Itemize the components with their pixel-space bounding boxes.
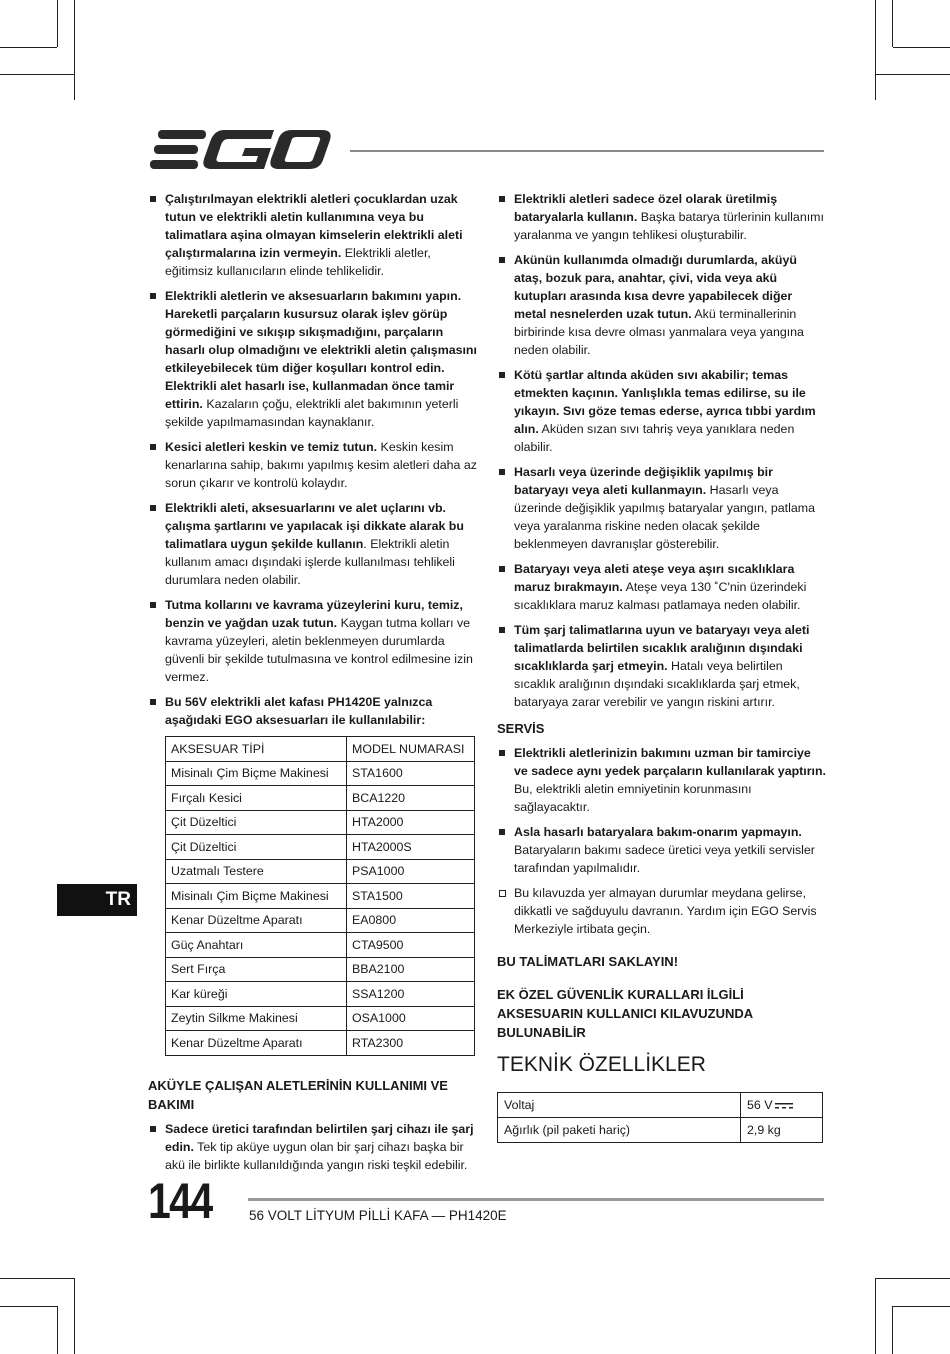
table-header-cell: MODEL NUMARASI [347, 737, 475, 762]
list-item [148, 596, 478, 686]
table-cell: BBA2100 [347, 957, 475, 982]
bullet-text: Keskin kesim kenarlarına sahip, bakımı yapılmış kesim aletleri daha az sorun çıkarır ve kontrolü kolaydır. [165, 440, 477, 490]
table-row [498, 1093, 823, 1118]
header-rule [350, 150, 824, 152]
right-column [497, 190, 827, 1143]
language-tab: TR [57, 884, 137, 916]
left-column [148, 190, 478, 1181]
table-cell: HTA2000S [347, 835, 475, 860]
right-bullet-list [497, 190, 827, 711]
list-item [497, 251, 827, 359]
table-cell: Güç Anahtarı [166, 933, 347, 958]
crop-mark [893, 47, 950, 48]
crop-mark [876, 74, 950, 75]
table-cell: EA0800 [347, 908, 475, 933]
table-header-row [166, 737, 475, 762]
table-row [166, 933, 475, 958]
table-cell: Misinalı Çim Biçme Makinesi [166, 761, 347, 786]
spec-value-cell [741, 1093, 823, 1118]
bullet-bold: Elektrikli aletlerin ve aksesuarların bakımını yapın. Hareketli parçaların kusursuz olarak işlev görüp görmediğini ve sıkışıp sıkışmadığını, parçaların hasarlı olup olmadığını ve elektrikli aletin çalışmasını etkileyebilecek tüm diğer koşulları kontrol edin. Elektrikli alet hasarlı ise, kullanmadan önce tamir ettirin. [165, 289, 477, 411]
spec-label: Ağırlık (pil paketi hariç) [498, 1118, 741, 1143]
table-cell: Zeytin Silkme Makinesi [166, 1006, 347, 1031]
list-item [148, 438, 478, 492]
bullet-text: Başka batarya türlerinin kullanımı yaralanma ve yangın tehlikesi oluşturabilir. [514, 210, 824, 242]
spec-label: Voltaj [498, 1093, 741, 1118]
bullet-bold: Asla hasarlı bataryalara bakım-onarım yapmayın. [514, 825, 802, 839]
crop-mark [0, 1278, 74, 1279]
bullet-text: Akü terminallerinin birbirinde kısa devre olması yanmalara veya yangına neden olabilir. [514, 307, 804, 357]
table-row [166, 982, 475, 1007]
bullet-text: Ateşe veya 130 ˚C'nin üzerindeki sıcaklıklara maruz kalması patlamaya neden olabilir. [514, 580, 807, 612]
bullet-bold: Hasarlı veya üzerinde değişiklik yapılmış bir bataryayı veya aleti kullanmayın. [514, 465, 773, 497]
crop-mark [893, 1306, 950, 1307]
footer-rule [248, 1198, 824, 1201]
crop-mark [875, 0, 876, 100]
table-cell: Uzatmalı Testere [166, 859, 347, 884]
bullet-text: Kazaların çoğu, elektrikli alet bakımının yeterli şekilde yapılmamasından kaynaklanır. [165, 397, 459, 429]
list-item [148, 693, 478, 729]
list-item [497, 560, 827, 614]
crop-mark [0, 1306, 57, 1307]
accessory-table [165, 736, 475, 1056]
spec-value: 2,9 kg [741, 1118, 823, 1143]
list-item [497, 823, 827, 877]
table-cell: Fırçalı Kesici [166, 786, 347, 811]
crop-mark [74, 1278, 75, 1354]
bullet-bold: Elektrikli aletleri sadece özel olarak üretilmiş bataryalarla kullanın. [514, 192, 778, 224]
crop-mark [892, 1306, 893, 1354]
bullet-text: Elektrikli aletler, eğitimsiz kullanıcıların elinde tehlikelidir. [165, 246, 431, 278]
list-item [148, 499, 478, 589]
crop-mark [892, 0, 893, 47]
bullet-bold: Kötü şartlar altında aküden sıvı akabilir; temas etmekten kaçının. Yanlışlıkla temas edilirse, su ile yıkayın. Sıvı göze temas ederse, ayrıca tıbbi yardım alın. [514, 368, 816, 436]
bullet-text: Bu, elektrikli aletin emniyetinin korunmasını sağlayacaktır. [514, 782, 752, 814]
bullet-bold: Elektrikli aletlerinizin bakımını uzman bir tamirciye ve sadece aynı yedek parçaların kullanılarak yaptırın. [514, 746, 826, 778]
bullet-bold: Sadece üretici tarafından belirtilen şarj cihazı ile şarj edin. [165, 1121, 474, 1154]
bullet-bold: Kesici aletleri keskin ve temiz tutun. [165, 440, 378, 454]
table-cell: Kar küreği [166, 982, 347, 1007]
crop-mark [875, 1278, 876, 1354]
bullet-bold: Bu 56V elektrikli alet kafası PH1420E yalnızca aşağıdaki EGO aksesuarları ile kullanılabilir: [165, 695, 433, 727]
list-item [148, 1120, 478, 1174]
bullet-bold: Elektrikli aleti, aksesuarlarını ve alet uçlarını vb. çalışma şartlarını ve yapılacak işi dikkate alarak bu talimatlara uygun şekilde kullanın [165, 501, 464, 551]
service-heading: SERVİS [497, 721, 545, 736]
list-item [497, 884, 827, 938]
bullet-text: Bu kılavuzda yer almayan durumlar meydana gelirse, dikkatli ve sağduyulu davranın. Yardım için EGO Servis Merkeziyle irtibata geçin. [514, 886, 817, 936]
table-row [166, 835, 475, 860]
crop-mark [0, 74, 74, 75]
table-row [166, 859, 475, 884]
bullet-bold: Tutma kollarını ve kavrama yüzeylerini kuru, temiz, benzin ve yağdan uzak tutun. [165, 598, 463, 630]
table-cell: SSA1200 [347, 982, 475, 1007]
bullet-text: Kaygan tutma kolları ve kavrama yüzeyleri, aletin beklenmeyen durumlarda güvenli bir şekilde tutulmasına ve kontrol edilmesine izin vermez. [165, 616, 473, 684]
crop-mark [74, 0, 75, 100]
table-row [166, 1031, 475, 1056]
list-item [497, 190, 827, 244]
bullet-text: . Elektrikli aletin kullanım amacı dışındaki işlerde kullanılması tehlikeli durumlara neden olabilir. [165, 537, 455, 587]
bullet-text: Tek tip aküye uygun olan bir şarj cihazı başka bir akü ile birlikte kullanıldığında yangın riski teşkil edebilir. [165, 1139, 468, 1172]
table-cell: Misinalı Çim Biçme Makinesi [166, 884, 347, 909]
list-item [497, 744, 827, 816]
table-cell: OSA1000 [347, 1006, 475, 1031]
crop-mark [876, 1278, 950, 1279]
left-bullet-list [148, 190, 478, 729]
page-number: 144 [148, 1173, 212, 1229]
bullet-bold: Tüm şarj talimatlarına uyun ve bataryayı veya aleti talimatlarda belirtilen sıcaklık aralığının dışındaki sıcaklıklarda şarj etmeyin. [514, 623, 810, 673]
battery-bullet-list [148, 1120, 478, 1174]
spec-value: 56 V [747, 1098, 773, 1112]
table-cell: Kenar Düzeltme Aparatı [166, 1031, 347, 1056]
tech-specs-heading: TEKNİK ÖZELLİKLER [497, 1053, 706, 1076]
battery-section-heading: AKÜYLE ÇALIŞAN ALETLERİNİN KULLANIMI VE BAKIMI [148, 1077, 448, 1112]
footer-text: 56 VOLT LİTYUM PİLLİ KAFA — PH1420E [249, 1208, 507, 1223]
table-cell: RTA2300 [347, 1031, 475, 1056]
bullet-bold: Bataryayı veya aleti ateşe veya aşırı sıcaklıklara maruz bırakmayın. [514, 562, 795, 594]
extra-rules-heading: EK ÖZEL GÜVENLİK KURALLARI İLGİLİ AKSESUARIN KULLANICI KILAVUZUNDA BULUNABİLİR [497, 987, 753, 1040]
table-header-cell: AKSESUAR TİPİ [166, 737, 347, 762]
bullet-text: Hasarlı veya üzerinde değişiklik yapılmış bataryalar yangın, patlama veya yaralanma riskine neden olacak şekilde beklenmeyen davranışlar gösterebilir. [514, 483, 815, 551]
crop-mark [57, 1306, 58, 1354]
bullet-text: Hatalı veya belirtilen sıcaklık aralığının dışındaki sıcaklıklarda şarj etmek, bataryaya zarar verebilir ve yangın riskini artırır. [514, 659, 800, 709]
crop-mark [57, 0, 58, 47]
table-cell: HTA2000 [347, 810, 475, 835]
crop-mark [0, 47, 57, 48]
list-item [497, 463, 827, 553]
list-item [148, 190, 478, 280]
table-row [498, 1118, 823, 1143]
spec-table [497, 1092, 823, 1143]
bullet-text: Aküden sızan sıvı tahriş veya yanıklara neden olabilir. [514, 422, 795, 454]
table-cell: STA1500 [347, 884, 475, 909]
table-cell: Kenar Düzeltme Aparatı [166, 908, 347, 933]
table-cell: PSA1000 [347, 859, 475, 884]
list-item [497, 621, 827, 711]
list-item [497, 366, 827, 456]
bullet-text: Bataryaların bakımı sadece üretici veya yetkili servisler tarafından yapılmalıdır. [514, 843, 815, 875]
table-cell: BCA1220 [347, 786, 475, 811]
table-row [166, 810, 475, 835]
list-item [148, 287, 478, 431]
table-row [166, 1006, 475, 1031]
dc-symbol-icon [775, 1102, 793, 1110]
table-row [166, 957, 475, 982]
table-cell: Çit Düzeltici [166, 810, 347, 835]
bullet-bold: Akünün kullanımda olmadığı durumlarda, aküyü ataş, bozuk para, anahtar, çivi, vida veya akü kutupları arasında kısa devre yapabilecek diğer metal nesnelerden uzak tutun. [514, 253, 797, 321]
table-cell: CTA9500 [347, 933, 475, 958]
table-cell: Sert Fırça [166, 957, 347, 982]
table-row [166, 908, 475, 933]
save-instructions-heading: BU TALİMATLARI SAKLAYIN! [497, 954, 679, 969]
bullet-bold: Çalıştırılmayan elektrikli aletleri çocuklardan uzak tutun ve elektrikli aletin kullanımına veya bu talimatlara aşina olmayan kimselerin elektrikli aleti çalıştırmalarına izin vermeyin. [165, 192, 463, 260]
ego-logo [150, 128, 332, 172]
table-row [166, 786, 475, 811]
table-cell: STA1600 [347, 761, 475, 786]
table-row [166, 884, 475, 909]
service-bullet-list [497, 744, 827, 938]
table-row [166, 761, 475, 786]
table-cell: Çit Düzeltici [166, 835, 347, 860]
